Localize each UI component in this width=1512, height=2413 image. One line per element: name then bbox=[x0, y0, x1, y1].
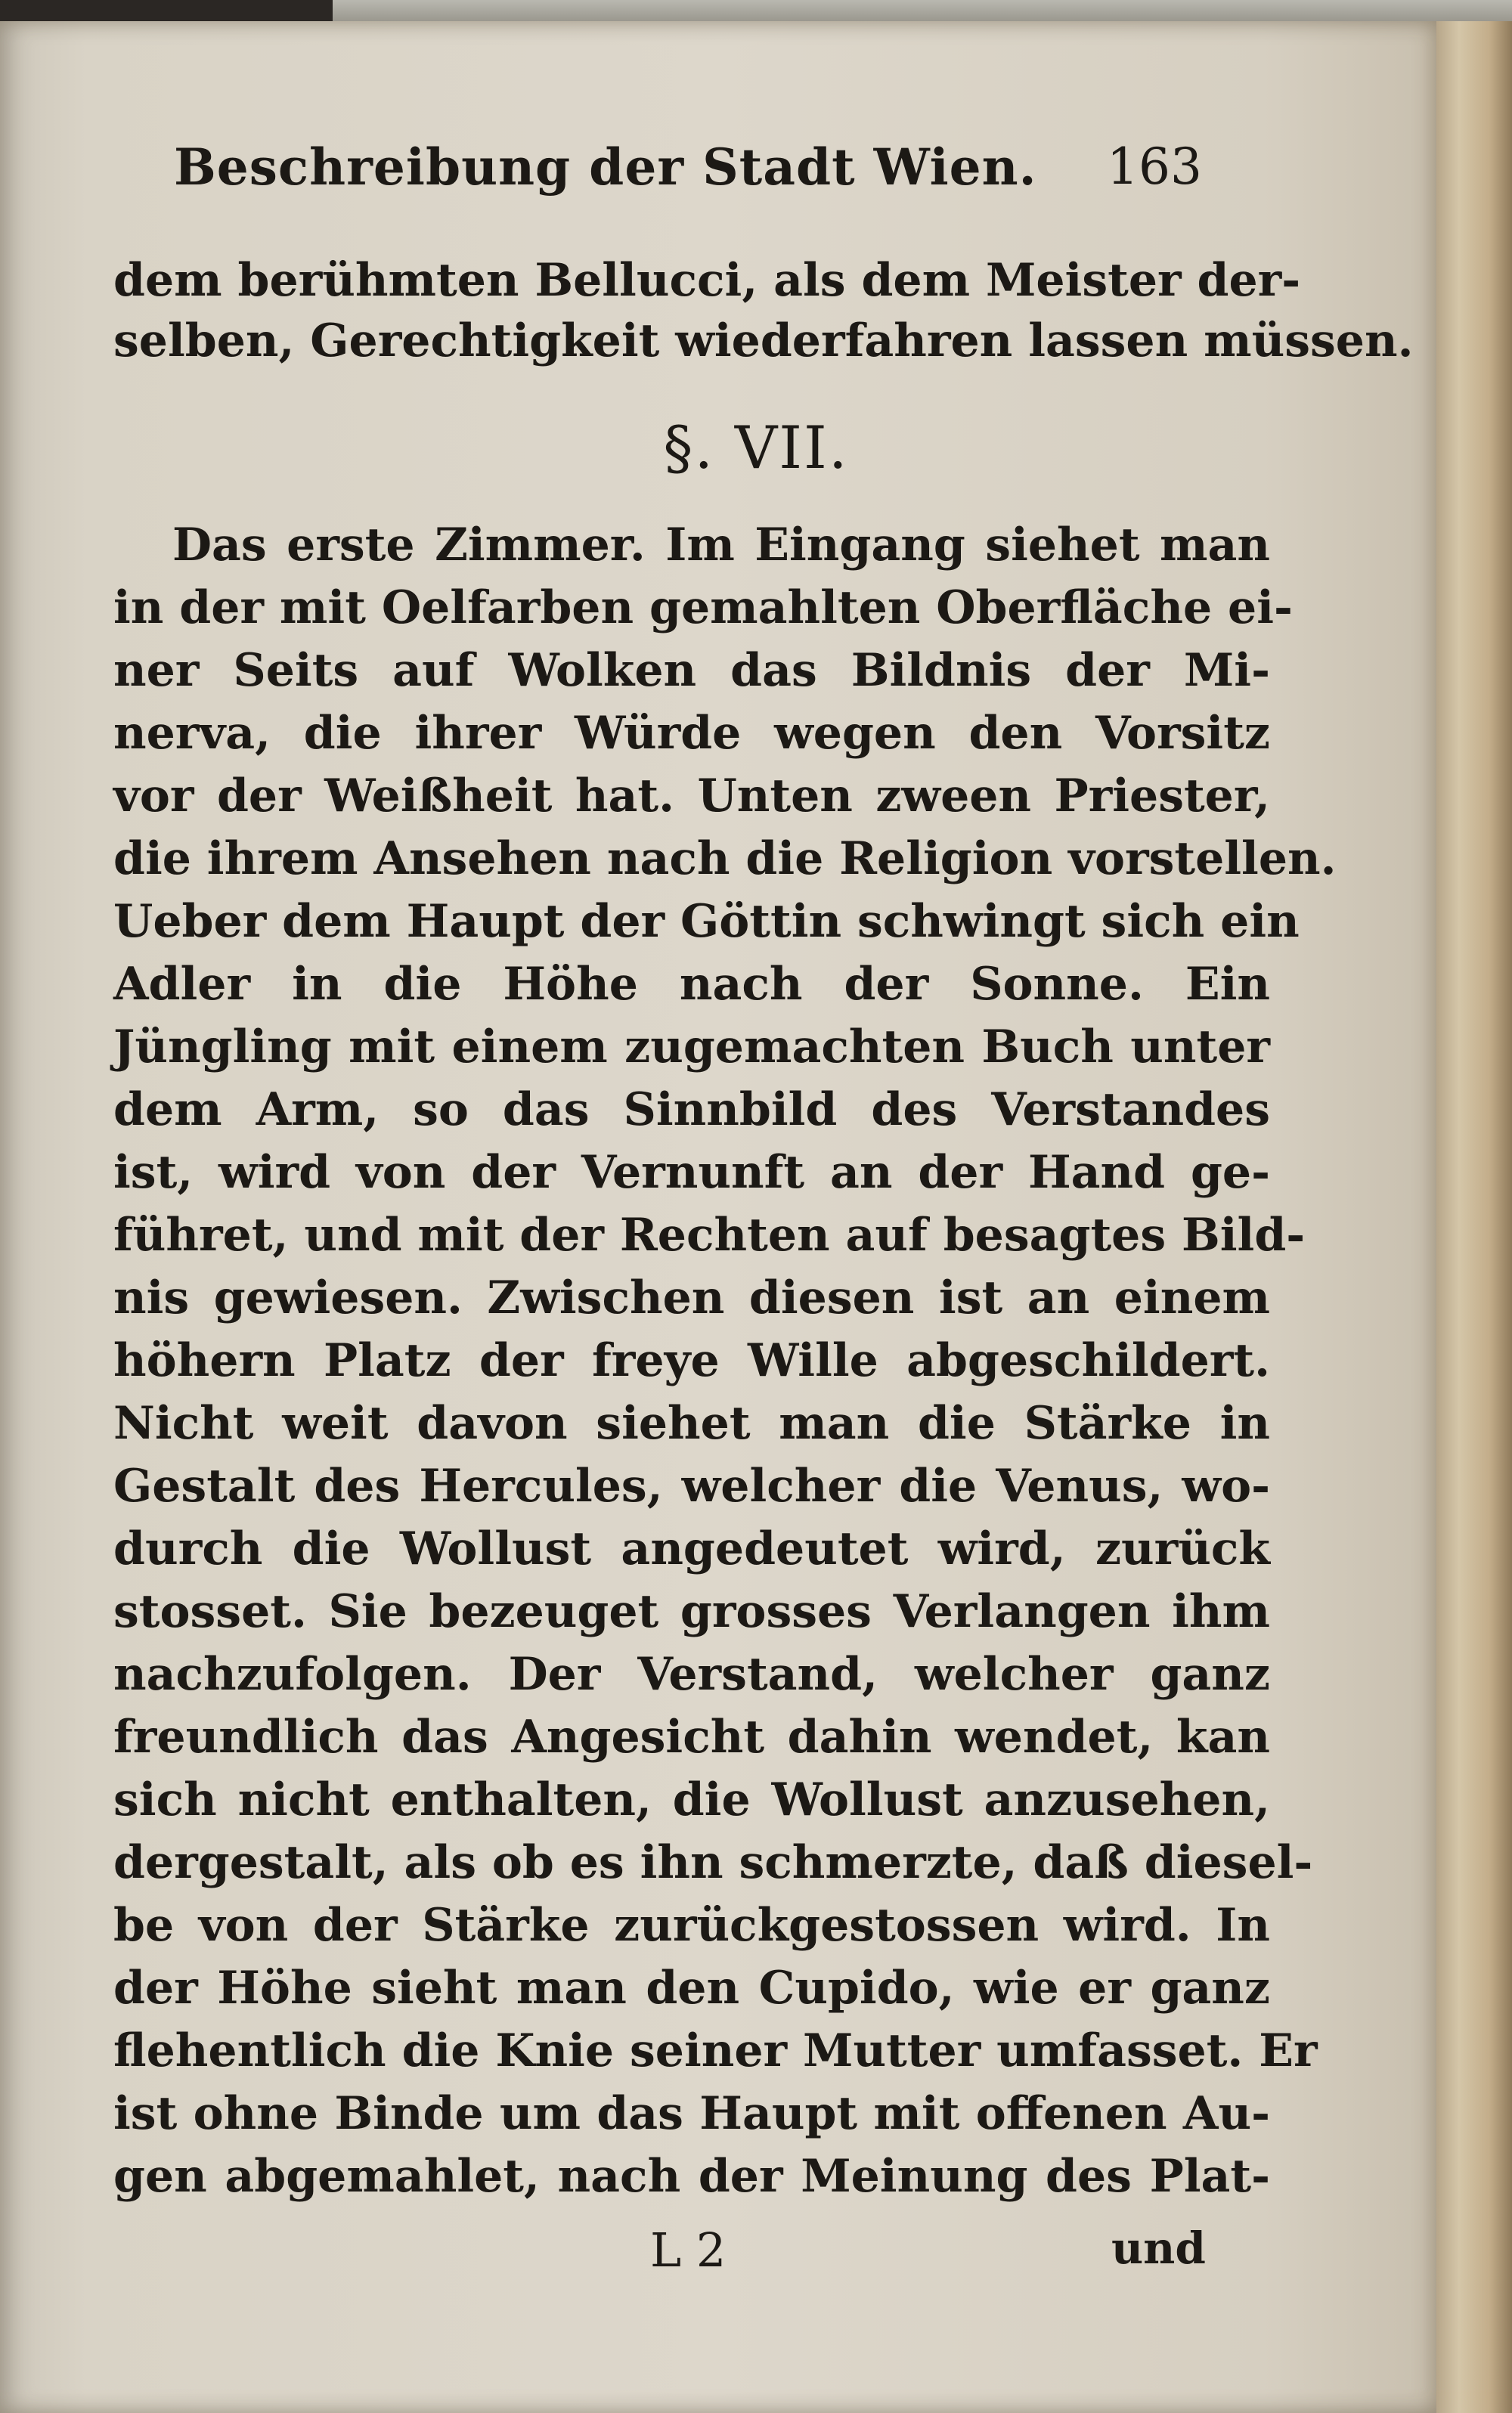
text-line: ist ohne Binde um das Haupt mit offenen Au- bbox=[113, 2087, 1270, 2140]
text-line: dem berühmten Bellucci, als dem Meister der- bbox=[113, 254, 1301, 307]
text-line: sich nicht enthalten, die Wollust anzusehen, bbox=[113, 1773, 1270, 1826]
book-fore-edge bbox=[1436, 21, 1512, 2413]
text-line: Adler in die Höhe nach der Sonne. Ein bbox=[113, 958, 1270, 1011]
page-header bbox=[174, 138, 1202, 206]
text-line: Das erste Zimmer. Im Eingang siehet man bbox=[172, 519, 1270, 572]
signature-mark: L 2 bbox=[650, 2222, 727, 2278]
text-line: vor der Weißheit hat. Unten zween Priester, bbox=[113, 770, 1270, 822]
text-line: freundlich das Angesicht dahin wendet, kan bbox=[113, 1711, 1270, 1764]
text-line: Gestalt des Hercules, welcher die Venus, wo- bbox=[113, 1460, 1270, 1513]
text-line: dergestalt, als ob es ihn schmerzte, daß diesel- bbox=[113, 1836, 1313, 1889]
page-footer bbox=[0, 2222, 1512, 2291]
text-line: gen abgemahlet, nach der Meinung des Plat- bbox=[113, 2150, 1270, 2203]
catchword: und bbox=[1111, 2222, 1206, 2274]
text-line: nerva, die ihrer Würde wegen den Vorsitz bbox=[113, 707, 1270, 760]
text-line: Nicht weit davon siehet man die Stärke in bbox=[113, 1397, 1270, 1450]
text-line: stosset. Sie bezeuget grosses Verlangen ihm bbox=[113, 1585, 1270, 1638]
text-line: höhern Platz der freye Wille abgeschildert. bbox=[113, 1334, 1270, 1387]
text-line: der Höhe sieht man den Cupido, wie er ganz bbox=[113, 1962, 1270, 2015]
text-line: die ihrem Ansehen nach die Religion vorstellen. bbox=[113, 832, 1337, 885]
text-line: Jüngling mit einem zugemachten Buch unter bbox=[113, 1021, 1270, 1073]
text-line: Ueber dem Haupt der Göttin schwingt sich ein bbox=[113, 895, 1300, 948]
text-line: be von der Stärke zurückgestossen wird. In bbox=[113, 1899, 1270, 1952]
text-line: ist, wird von der Vernunft an der Hand ge- bbox=[113, 1146, 1270, 1199]
section-heading: §. VII. bbox=[663, 414, 849, 482]
page-number: 163 bbox=[1107, 138, 1202, 196]
text-line: nachzufolgen. Der Verstand, welcher ganz bbox=[113, 1648, 1270, 1701]
running-head: Beschreibung der Stadt Wien. bbox=[174, 138, 1037, 197]
text-line: nis gewiesen. Zwischen diesen ist an einem bbox=[113, 1272, 1270, 1324]
text-line: führet, und mit der Rechten auf besagtes Bild- bbox=[113, 1209, 1306, 1262]
text-line: ner Seits auf Wolken das Bildnis der Mi- bbox=[113, 644, 1270, 697]
text-line: durch die Wollust angedeutet wird, zurück bbox=[113, 1522, 1270, 1575]
text-line: dem Arm, so das Sinnbild des Verstandes bbox=[113, 1083, 1270, 1136]
text-line: selben, Gerechtigkeit wiederfahren lassen müssen. bbox=[113, 314, 1414, 367]
text-line: in der mit Oelfarben gemahlten Oberfläche ei- bbox=[113, 581, 1293, 634]
text-line: flehentlich die Knie seiner Mutter umfasset. Er bbox=[113, 2024, 1318, 2077]
